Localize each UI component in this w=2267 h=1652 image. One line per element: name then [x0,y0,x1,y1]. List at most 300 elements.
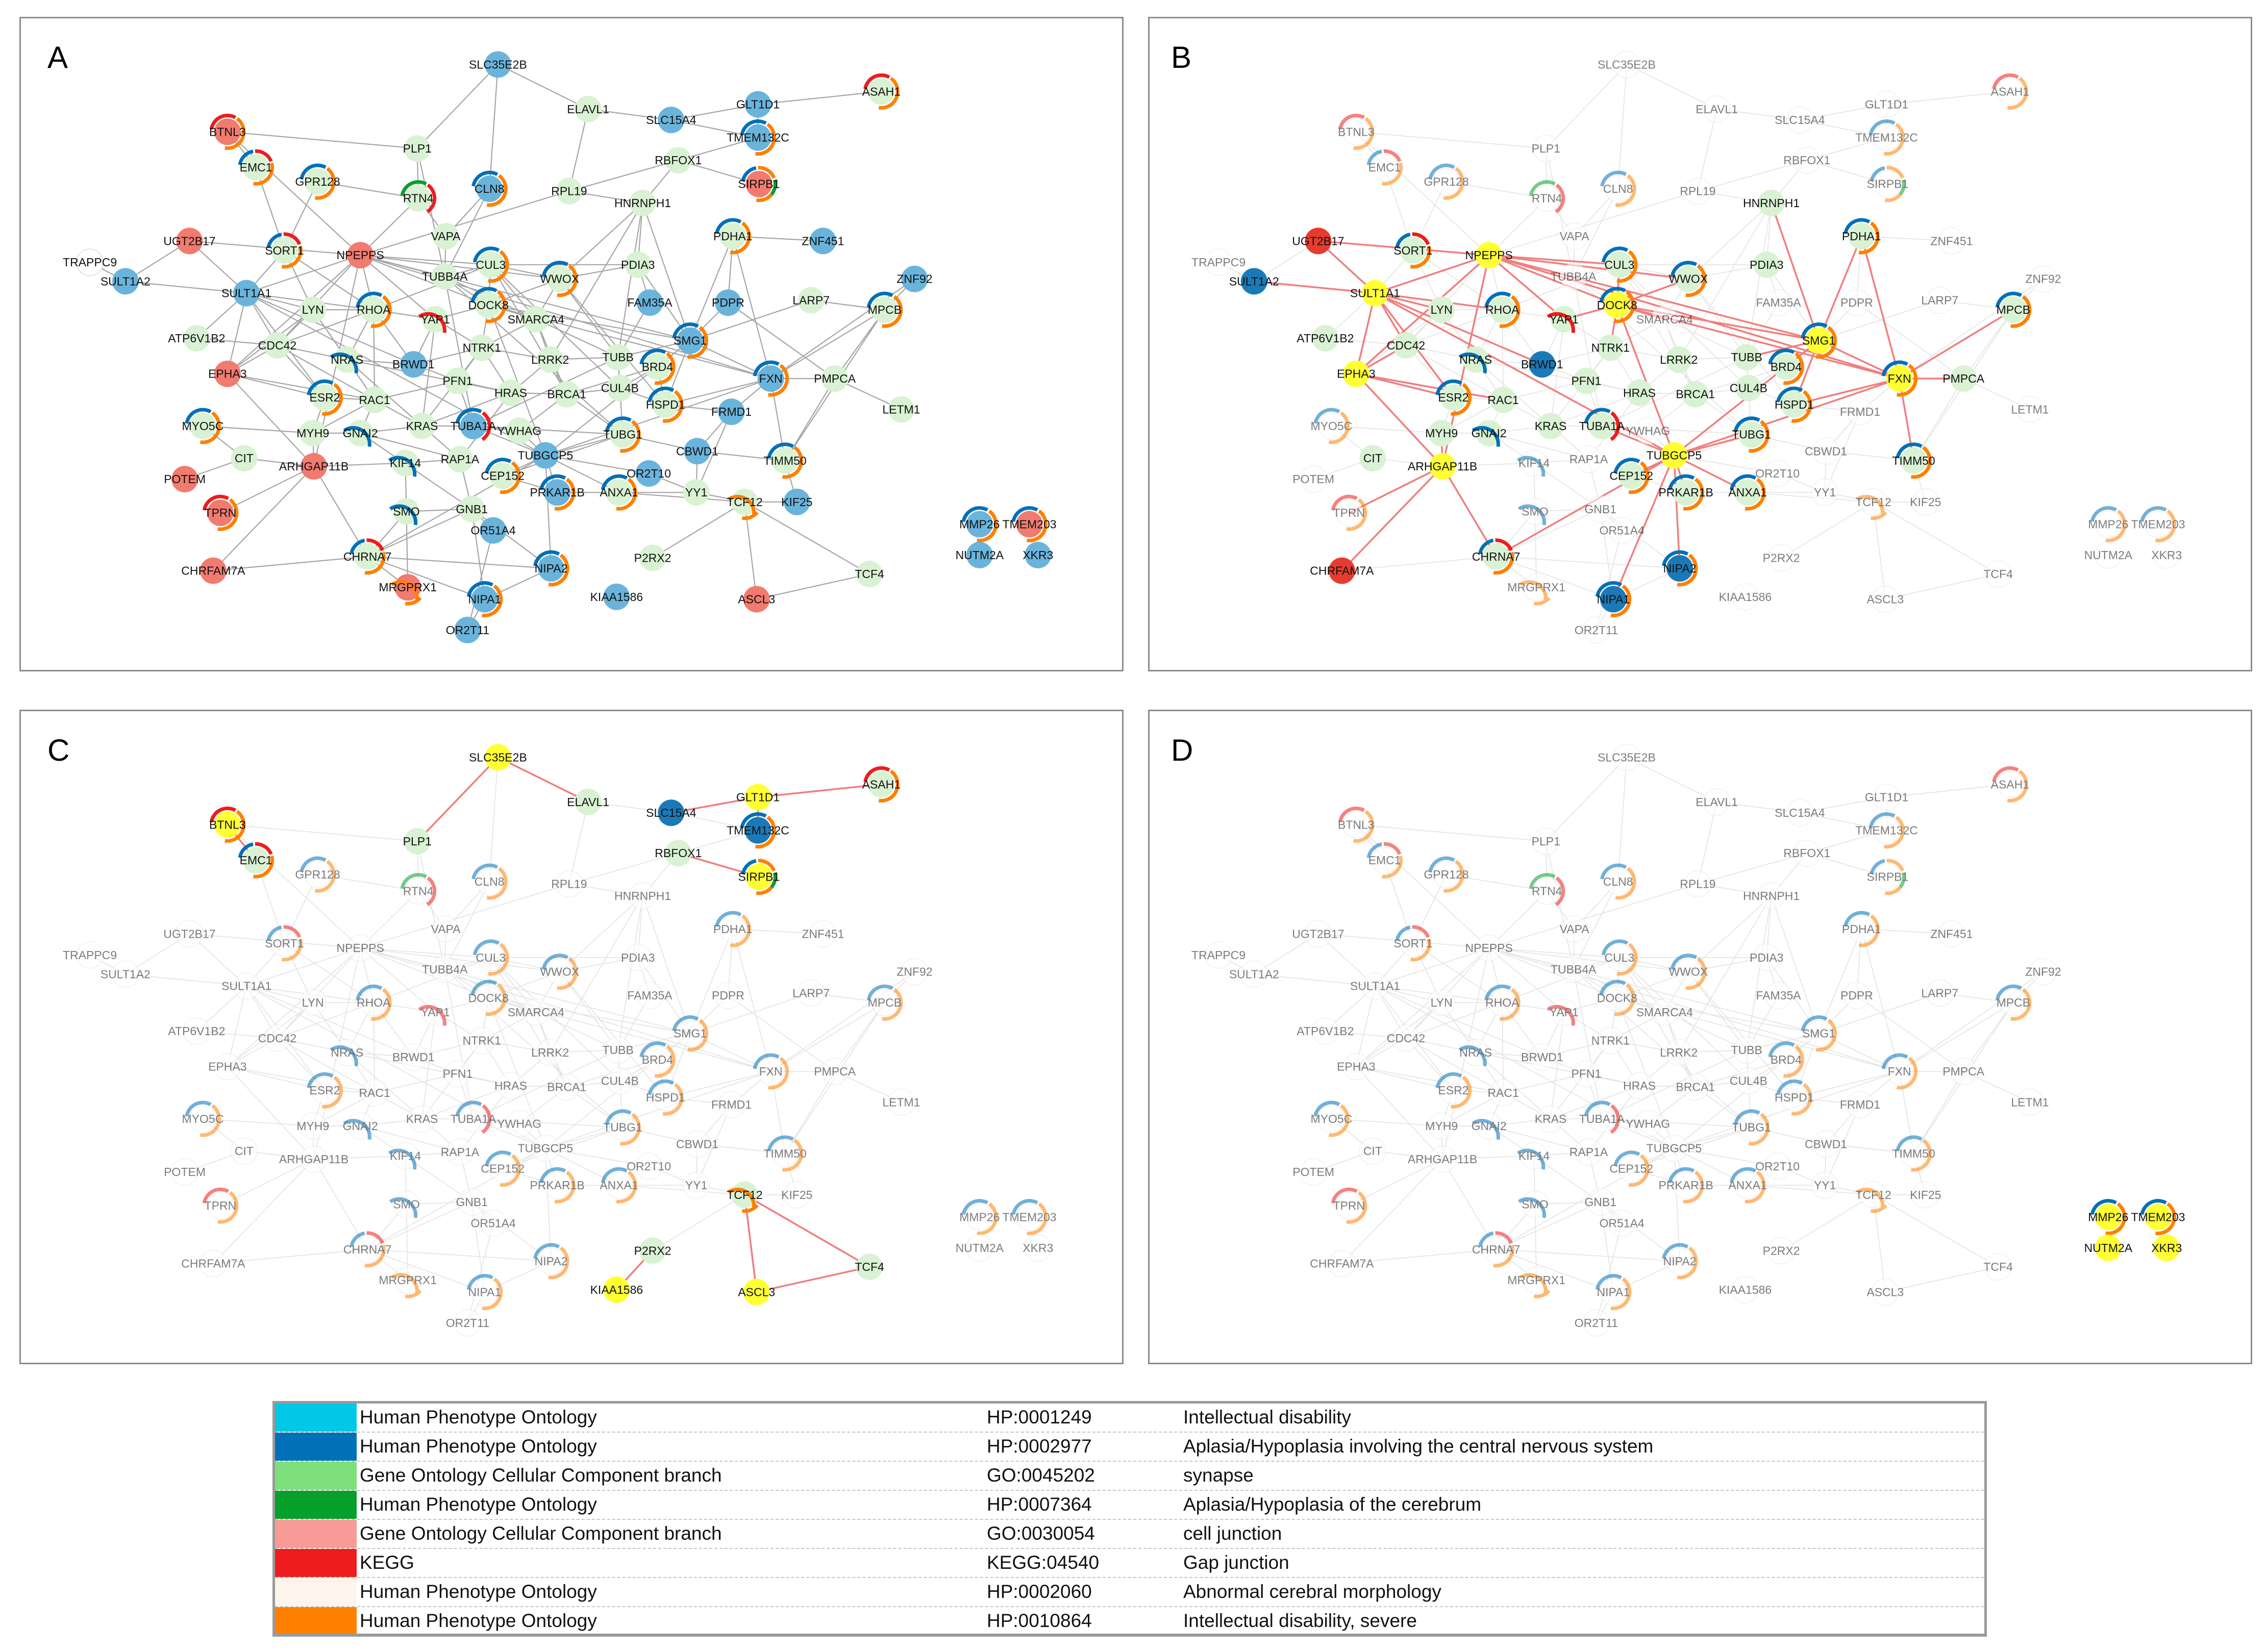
gene-label: SMARCA4 [507,1005,564,1019]
gene-node [1472,540,1521,573]
gene-label: TUBA1A [1579,1112,1625,1125]
gene-label: WWOX [540,272,580,286]
gene-label: NTRK1 [1591,341,1630,355]
gene-label: CEP152 [1609,469,1654,483]
gene-label: OR2T11 [445,1316,489,1330]
panel-c [19,710,1124,1364]
gene-label: ELAVL1 [1696,795,1738,809]
gene-node [1719,1276,1772,1303]
gene-node [1519,498,1549,525]
gene-label: CUL4B [601,381,639,395]
gene-label: LARP7 [1921,293,1959,307]
gene-node [1840,289,1873,316]
gene-node [1602,865,1635,898]
gene-label: HRAS [494,386,527,399]
gene-label: KRAS [406,1112,438,1125]
gene-node [2011,1089,2049,1115]
gene-label: CDC42 [258,1031,297,1045]
gene-label: ASCL3 [738,1285,776,1299]
gene-label: RAP1A [440,1145,480,1159]
gene-label: PDHA1 [1841,922,1881,936]
gene-node [540,956,579,988]
gene-node [163,228,215,254]
gene-label: RBFOX1 [655,846,702,860]
gene-label: KIAA1586 [1718,1283,1772,1296]
network-edge [1546,841,1574,969]
gene-node [1840,398,1880,425]
gene-label: KIF25 [1910,495,1941,509]
gene-label: YWHAG [1626,424,1671,438]
gene-label: CHRFAM7A [1310,564,1374,578]
network-edge [489,757,498,882]
gene-label: PDIA3 [621,950,655,964]
gene-label: ELAVL1 [1696,102,1738,116]
gene-node [1597,1275,1630,1308]
gene-node [1387,1025,1425,1052]
gene-label: FXN [759,372,783,385]
gene-node [1191,249,1245,276]
gene-node [1770,351,1803,383]
gene-label: PLP1 [1531,141,1560,155]
gene-node [713,913,753,945]
gene-label: RBFOX1 [1783,846,1831,860]
gene-label: LYN [302,996,324,1010]
gene-node [1575,617,1618,643]
gene-label: SIRPB1 [738,870,780,884]
gene-node [814,1058,856,1085]
gene-label: ASCL3 [1866,1285,1904,1299]
gene-label: SULT1A1 [1350,286,1401,300]
gene-node [451,1103,496,1133]
network-edge [1502,310,1503,400]
gene-label: TMEM132C [727,131,789,144]
gene-label: NUTM2A [2084,548,2133,562]
gene-label: BRCA1 [547,387,587,401]
highlight-edge [417,757,498,841]
gene-label: RPL19 [551,877,587,891]
gene-node [1921,287,1958,314]
gene-label: TUBG1 [603,1120,642,1134]
gene-label: CUL3 [476,950,506,964]
gene-node [676,1131,718,1157]
legend-term: synapse [1183,1465,1254,1486]
legend-row [275,1491,1984,1520]
gene-label: CDC42 [1386,1031,1426,1045]
gene-label: SLC15A4 [646,806,696,820]
gene-node [1732,1111,1771,1144]
gene-node [1883,362,1916,395]
gene-label: NUTM2A [955,548,1004,562]
gene-label: PDHA1 [1841,230,1881,243]
gene-node [1579,410,1625,440]
gene-node [1991,768,2029,800]
gene-node [1424,858,1468,891]
gene-label: RAP1A [1569,1145,1608,1159]
gene-node [1750,944,1783,971]
network-edge [1914,379,1964,461]
gene-label: LRRK2 [531,353,569,366]
gene-label: KRAS [1534,419,1567,433]
gene-label: ZNF451 [1930,927,1973,941]
gene-label: PDPR [1840,296,1873,310]
gene-label: HNRNPH1 [1742,889,1800,903]
gene-label: KIF14 [389,456,421,470]
gene-node [646,799,696,826]
gene-label: FAM35A [1756,989,1801,1003]
gene-node [1775,107,1825,133]
gene-node [403,135,432,162]
gene-node [1892,444,1935,477]
legend-id: GO:0030054 [987,1523,1095,1544]
gene-label: NPEPPS [1465,248,1513,262]
gene-label: MMP26 [959,517,1000,531]
gene-label: SMG1 [1802,1027,1836,1040]
gene-node [601,375,639,402]
gene-label: RAC1 [359,393,390,407]
gene-label: SULT1A2 [1229,274,1279,288]
gene-label: EMC1 [1368,161,1401,174]
gene-label: ANXA1 [600,1179,638,1192]
gene-label: MYH9 [1425,1119,1458,1133]
gene-node [855,561,884,587]
gene-node [164,1159,206,1185]
gene-node [1770,1043,1803,1076]
gene-label: PDPR [711,989,744,1003]
gene-label: TUBGCP5 [517,1141,574,1155]
gene-label: TCF12 [727,495,763,509]
network-edge [653,1195,744,1251]
gene-node [1866,861,1908,893]
gene-label: PFN1 [442,374,473,388]
gene-node [1333,1189,1365,1222]
gene-label: BRCA1 [547,1080,587,1094]
gene-node [1487,1080,1518,1106]
gene-label: SMG1 [673,1027,707,1040]
gene-node [357,293,391,326]
gene-node [1465,242,1513,268]
gene-node [727,814,789,847]
gene-node [738,1279,775,1305]
gene-node [1428,989,1455,1016]
gene-node [802,920,844,947]
gene-label: ELAVL1 [567,102,609,116]
gene-label: UGT2B17 [1292,234,1344,248]
panel-b [1148,17,2252,671]
gene-label: CLN8 [1603,182,1633,195]
gene-node [1591,1028,1630,1054]
gene-label: WWOX [540,965,580,979]
network-edge [1772,896,1819,1034]
gene-label: ANXA1 [1728,486,1767,499]
gene-node [1368,844,1401,877]
gene-label: ATP6V1B2 [1297,1024,1354,1038]
gene-label: RPL19 [551,184,587,198]
gene-label: KRAS [1534,1112,1567,1125]
gene-node [634,1238,671,1264]
gene-label: ANXA1 [1728,1179,1767,1192]
gene-node [390,498,420,525]
panel-label: D [1171,733,1193,767]
gene-label: RPL19 [1680,184,1716,198]
gene-node [1728,476,1766,509]
gene-node [1428,296,1455,323]
gene-label: KIF14 [1518,456,1550,470]
gene-node [1575,1310,1618,1336]
gene-node [1425,1113,1458,1139]
network-edge [1356,1067,1503,1093]
gene-label: CUL4B [601,1074,639,1088]
gene-label: DOCK8 [468,991,509,1005]
gene-node [1425,420,1458,446]
gene-node [1472,420,1507,447]
network-edge [643,896,690,1034]
gene-label: BTNL3 [209,818,246,832]
gene-label: OR51A4 [1599,1216,1645,1230]
gene-label: MMP26 [2088,517,2129,531]
gene-label: BRD4 [1770,360,1802,373]
gene-label: RTN4 [1531,191,1562,205]
gene-node [431,916,461,942]
gene-label: HRAS [1623,386,1656,399]
gene-label: TUBB4A [421,963,468,977]
gene-label: ATP6V1B2 [168,331,226,345]
gene-label: PDIA3 [621,258,655,271]
gene-label: EMC1 [239,161,272,174]
highlight-edge [745,1195,870,1267]
gene-node [1531,875,1563,905]
gene-label: EPHA3 [1337,367,1376,381]
gene-label: SLC35E2B [1597,750,1656,764]
gene-node [712,982,744,1009]
gene-node [258,332,296,359]
gene-label: NRAS [1459,1045,1492,1059]
gene-node [736,784,780,810]
gene-label: YAP1 [1549,312,1579,326]
gene-node [1579,1103,1625,1133]
legend-source: Gene Ontology Cellular Component branch [360,1465,722,1486]
gene-node [814,365,856,392]
gene-node [862,75,901,108]
gene-label: XKR3 [1023,548,1054,562]
gene-label: TRAPPC9 [1191,948,1246,962]
gene-node [603,344,634,370]
gene-label: PMPCA [1942,1065,1985,1078]
gene-node [551,871,587,897]
gene-label: CIT [1363,452,1382,465]
gene-node [655,147,702,173]
legend-row [275,1607,1984,1636]
network-edge [360,191,569,256]
network-edge [1874,1195,1999,1267]
legend-id: HP:0002977 [987,1436,1092,1457]
gene-node [1855,1182,1891,1211]
network-edge [489,64,498,189]
legend-source: Human Phenotype Ontology [360,1610,597,1631]
gene-label: FXN [1887,372,1911,385]
gene-node [309,381,341,414]
gene-label: OR51A4 [470,523,516,537]
gene-label: SLC15A4 [1775,806,1825,820]
gene-node [614,883,671,909]
gene-node [1609,1153,1653,1185]
gene-label: GPR128 [1424,175,1469,189]
gene-label: SORT1 [265,936,304,950]
gene-node [763,1137,806,1170]
gene-node [463,335,501,361]
gene-label: PDPR [1840,989,1873,1003]
gene-node [590,584,643,610]
gene-node [231,1138,257,1164]
gene-node [1297,1018,1354,1044]
panel-a [19,17,1124,671]
gene-node [1991,75,2029,108]
gene-label: WWOX [1668,272,1708,286]
gene-node [1730,375,1767,402]
gene-node [1855,814,1918,847]
gene-label: OR2T10 [627,1160,671,1173]
legend-row [275,1549,1984,1578]
gene-label: RTN4 [1531,884,1562,898]
gene-node [959,1201,1000,1234]
gene-node [1337,361,1375,387]
gene-node [603,1111,642,1144]
gene-label: CIT [234,452,254,465]
gene-label: POTEM [1292,1165,1334,1179]
gene-label: GNAI2 [342,1119,378,1133]
gene-label: TCF12 [1855,1188,1891,1202]
gene-node [1359,1138,1386,1164]
gene-node [1842,220,1881,253]
gene-node [711,1091,752,1118]
gene-label: SIRPB1 [738,177,780,191]
gene-node [1676,381,1715,408]
gene-label: NRAS [331,1045,364,1059]
gene-node [1805,1131,1847,1157]
gene-label: POTEM [1292,472,1334,486]
gene-node [1333,496,1365,529]
legend-row [275,1578,1984,1607]
gene-node [309,1074,341,1107]
gene-label: FAM35A [1756,296,1801,310]
gene-node [2151,542,2182,568]
gene-label: ESR2 [1438,391,1469,405]
gene-label: PDHA1 [713,230,753,243]
gene-label: RHOA [357,996,391,1010]
gene-node [389,450,421,477]
gene-label: OR2T11 [1574,623,1618,637]
gene-label: MYO5C [182,419,224,433]
gene-label: P2RX2 [1762,551,1800,565]
gene-node [792,287,830,314]
gene-node [296,1113,329,1139]
legend-id: HP:0002060 [987,1581,1092,1602]
gene-node [736,91,780,117]
gene-node [1518,450,1550,477]
gene-label: SLC35E2B [468,58,527,71]
gene-node [1743,883,1800,909]
gene-node [209,115,246,148]
gene-label: TCF4 [1983,567,2013,581]
gene-node [1840,1091,1880,1118]
gene-label: YAP1 [420,1005,450,1019]
gene-label: TPRN [1333,506,1365,520]
gene-label: TUBGCP5 [1646,1141,1702,1155]
gene-node [2084,1235,2133,1261]
gene-node [1855,489,1891,518]
network-edge [1551,319,1564,426]
gene-label: XKR3 [2151,548,2182,562]
gene-node [208,1054,246,1080]
gene-node [802,228,844,254]
gene-label: ZNF92 [2025,965,2061,979]
gene-label: MYO5C [1310,1112,1353,1125]
gene-label: HSPD1 [1774,398,1814,412]
gene-label: YWHAG [497,1117,542,1131]
gene-label: BRCA1 [1676,387,1715,401]
gene-label: ARHGAP11B [1407,460,1478,473]
gene-label: TMEM132C [1855,131,1918,144]
gene-label: SULT1A2 [100,967,151,981]
panel-label: B [1171,40,1192,74]
gene-node [1532,828,1560,855]
gene-label: SULT1A1 [221,286,272,300]
gene-label: RTN4 [403,884,434,898]
gene-node [1866,168,1908,201]
gene-label: HRAS [1623,1079,1656,1092]
gene-label: ASCL3 [1866,592,1904,606]
gene-node [1297,325,1354,352]
gene-label: CDC42 [258,338,297,352]
gene-label: TMEM203 [2131,1210,2185,1224]
gene-node [2025,959,2061,985]
network-edge [373,310,375,400]
gene-label: NPEPPS [1465,941,1513,955]
gene-label: MYH9 [296,426,330,440]
gene-label: PRKAR1B [530,1179,585,1192]
gene-label: CBWD1 [1804,444,1848,458]
gene-label: PDHA1 [713,922,753,936]
gene-node [1584,496,1616,522]
gene-label: MPCB [867,303,902,317]
gene-node [1571,1061,1601,1087]
gene-node [676,438,718,464]
gene-label: NIPA2 [1663,562,1697,575]
gene-label: KIF25 [781,1188,813,1202]
gene-node [343,1233,392,1266]
gene-label: BRD4 [1770,1053,1802,1066]
gene-node [1368,151,1401,184]
gene-label: LETM1 [882,1095,920,1109]
gene-node [1866,586,1904,612]
gene-label: GNB1 [1584,502,1617,516]
gene-label: ESR2 [309,391,340,405]
gene-label: YY1 [685,486,708,499]
gene-node [295,858,340,891]
gene-node [567,789,609,815]
gene-node [1756,982,1801,1009]
legend-row [275,1520,1984,1549]
gene-node [1756,289,1801,316]
gene-label: ARHGAP11B [1407,1153,1478,1166]
gene-node [1812,479,1838,506]
gene-label: BRWD1 [392,358,435,371]
gene-node [1584,1189,1616,1215]
network-edge [1546,148,1574,277]
gene-node [343,420,378,447]
gene-node [2084,542,2133,568]
gene-node [1696,96,1738,122]
gene-label: PRKAR1B [1658,486,1713,499]
